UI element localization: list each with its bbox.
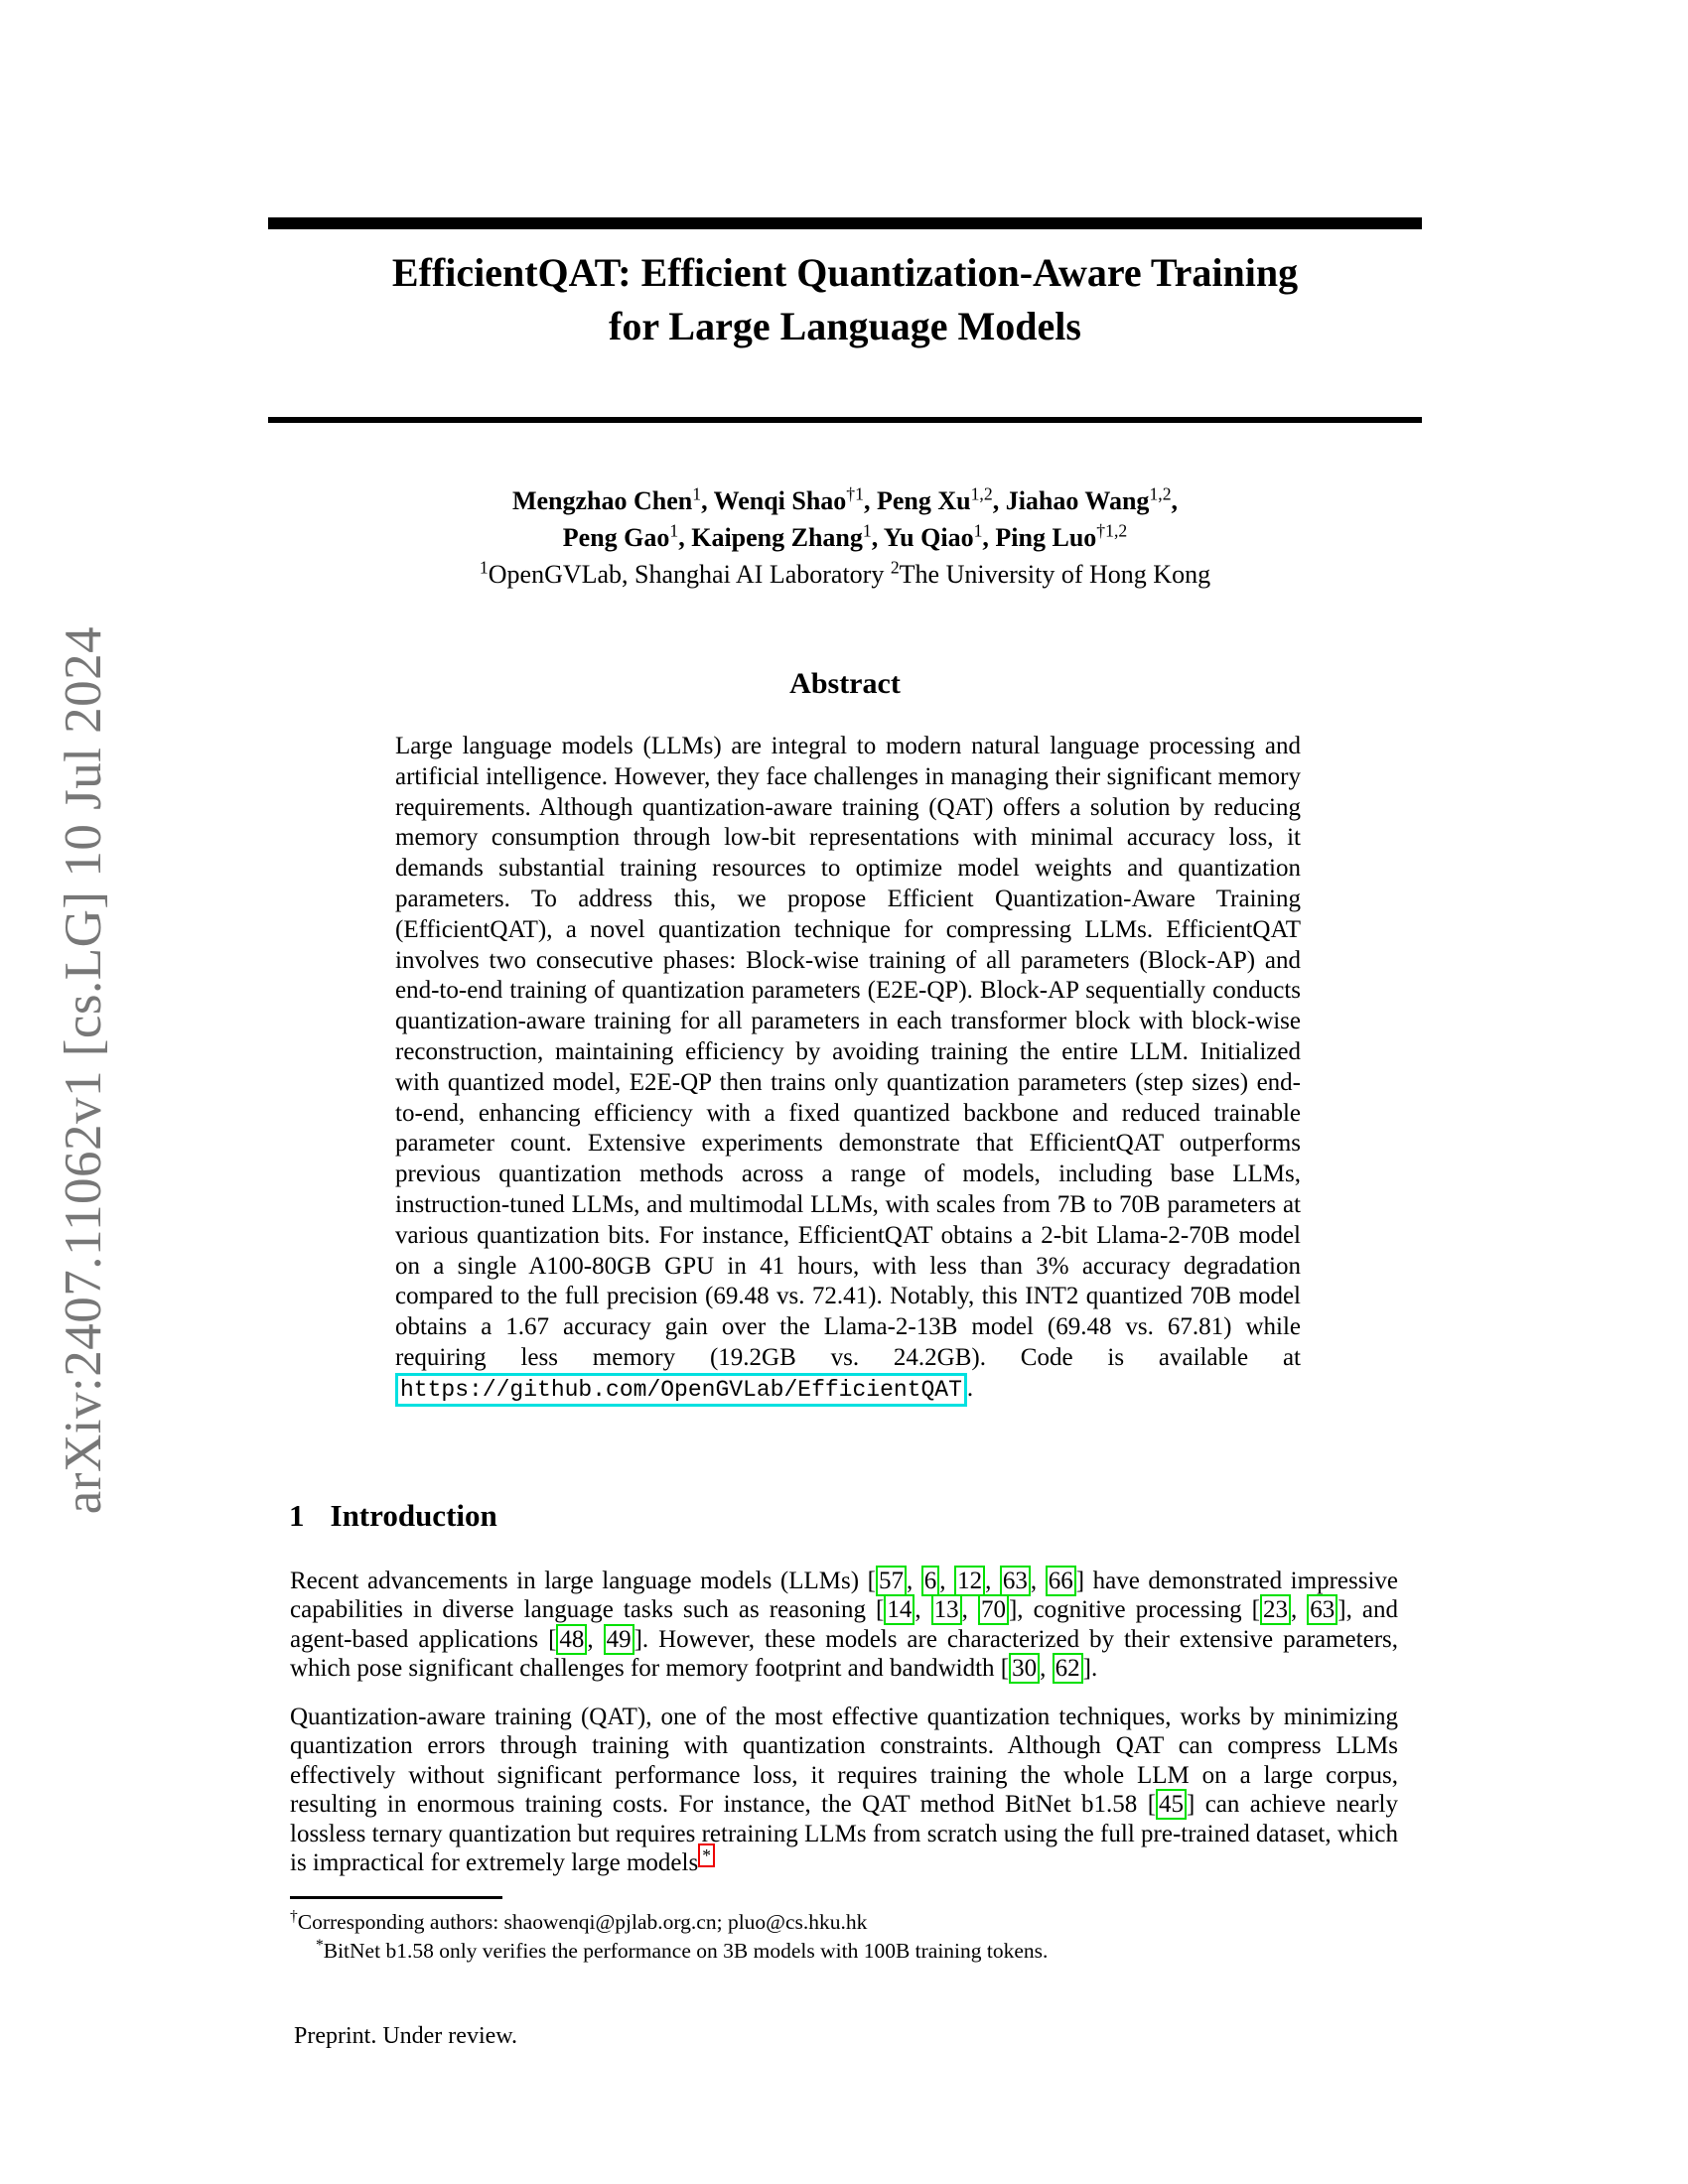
footnotes bbox=[290, 1908, 1398, 1966]
superscript: 1,2 bbox=[1149, 483, 1172, 504]
preprint-notice: Preprint. Under review. bbox=[294, 2023, 518, 2049]
abstract-heading: Abstract bbox=[789, 667, 901, 700]
superscript: 1 bbox=[692, 483, 702, 504]
author-block bbox=[268, 482, 1422, 593]
superscript: †1 bbox=[846, 483, 864, 504]
abstract-text: Large language models (LLMs) are integral to modern natural language processing and artificial intelligence. However, they face challenges in managing their significant memory requirements. Although quantization-aware training (QAT) offers a solution by reducing memory consumption through low-bit representations with minimal accuracy loss, it demands substantial training resources to optimize model weights and quantization parameters. To address this, we propose Efficient Quantization-Aware Training (EfficientQAT), a novel quantization technique for compressing LLMs. EfficientQAT involves two consecutive phases: Block-wise training of all parameters (Block-AP) and end-to-end training of quantization parameters (E2E-QP). Block-AP sequentially conducts quantization-aware training for all parameters in each transformer block with block-wise reconstruction, maintaining efficiency by avoiding training the entire LLM. Initialized with quantized model, E2E-QP then trains only quantization parameters (step sizes) end-to-end, enhancing efficiency with a fixed quantized backbone and reduced trainable parameter count. Extensive experiments demonstrate that EfficientQAT outperforms previous quantization methods across a range of models, including base LLMs, instruction-tuned LLMs, and multimodal LLMs, with scales from 7B to 70B parameters at various quantization bits. For instance, EfficientQAT obtains a 2-bit Llama-2-70B model on a single A100-80GB GPU in 41 hours, with less than 3% accuracy degradation compared to the full precision (69.48 vs. 72.41). Notably, this INT2 quantized 70B model obtains a 1.67 accuracy gain over the Llama-2-13B model (69.48 vs. 67.81) while requiring less memory (19.2GB vs. 24.2GB). Code is available at https://github.com/OpenGVLab/EfficientQAT . bbox=[395, 732, 1301, 1406]
superscript: †1,2 bbox=[1096, 520, 1128, 541]
citation-link[interactable]: 63 bbox=[1307, 1594, 1337, 1625]
superscript: 2 bbox=[890, 557, 900, 578]
intro-paragraph-1: Recent advancements in large language models (LLMs) [ 57 , 6 , 12 , 63 , 66 ] have demonstrated impressive capabilities in diverse language tasks such as reasoning [ 14 , 13 , 70 ], cognitive processing [ 23 , 63 ], and agent-based applications [ 48 , 49 ]. However, these models are characterized by their extensive parameters, which pose significant challenges for memory footprint and bandwidth [ 30 , 62 ]. bbox=[290, 1568, 1399, 1683]
footnote-marker-link[interactable]: * bbox=[698, 1843, 715, 1867]
section-title: Introduction bbox=[330, 1498, 497, 1533]
superscript: 1 bbox=[669, 520, 679, 541]
title-rule-bottom bbox=[268, 417, 1422, 423]
footnote-corresponding-authors: †Corresponding authors: shaowenqi@pjlab.org.cn; pluo@cs.hku.hk bbox=[290, 1907, 868, 1934]
citation-link[interactable]: 45 bbox=[1156, 1789, 1187, 1820]
paper-title-line-1: EfficientQAT: Efficient Quantization-Aware Training bbox=[391, 250, 1299, 295]
paper-title-line-2: for Large Language Models bbox=[609, 304, 1081, 348]
citation-link[interactable]: 70 bbox=[978, 1594, 1009, 1625]
superscript: 1 bbox=[973, 520, 983, 541]
superscript: 1,2 bbox=[970, 483, 993, 504]
citation-link[interactable]: 30 bbox=[1009, 1653, 1040, 1684]
author-line-2: Peng Gao$^1$, Kaipeng Zhang$^1$, Yu Qiao$^1$, Ping Luo$^{\dagger 1,2}$ bbox=[562, 520, 1128, 552]
superscript: 1 bbox=[862, 520, 872, 541]
footnote-bitnet: *BitNet b1.58 only verifies the performance on 3B models with 100B training tokens. bbox=[316, 1936, 1049, 1963]
affiliation-line: $^1$OpenGVLab, Shanghai AI Laboratory $^2$The University of Hong Kong bbox=[479, 557, 1211, 589]
citation-link[interactable]: 66 bbox=[1046, 1566, 1076, 1596]
intro-paragraph-2: Quantization-aware training (QAT), one of the most effective quantization techniques, works by minimizing quantization errors through training with quantization constraints. Although QAT can compress LLMs effectively without significant performance loss, it requires training the whole LLM on a large corpus, resulting in enormous training costs. For instance, the QAT method BitNet b1.58 [ 45 ] can achieve nearly lossless ternary quantization but requires retraining LLMs from scratch using the full pre-trained dataset, which is impractical for extremely large models * bbox=[290, 1704, 1398, 1877]
citation-link[interactable]: 13 bbox=[931, 1594, 962, 1625]
superscript: 1 bbox=[479, 557, 489, 578]
citation-link[interactable]: 12 bbox=[954, 1566, 985, 1596]
citation-link[interactable]: 63 bbox=[1000, 1566, 1031, 1596]
citation-link[interactable]: 49 bbox=[604, 1624, 634, 1655]
citation-link[interactable]: 48 bbox=[556, 1624, 587, 1655]
citation-link[interactable]: 57 bbox=[876, 1566, 907, 1596]
paper-title bbox=[268, 246, 1422, 353]
title-rule-top bbox=[268, 217, 1422, 229]
citation-link[interactable]: 23 bbox=[1260, 1594, 1291, 1625]
footnote-rule bbox=[290, 1896, 502, 1899]
author-line-1: Mengzhao Chen$^1$, Wenqi Shao$^{\dagger 1}$, Peng Xu$^{1,2}$, Jiahao Wang$^{1,2}$, bbox=[511, 483, 1179, 515]
code-url-link[interactable]: https://github.com/OpenGVLab/EfficientQAT bbox=[395, 1373, 967, 1407]
arxiv-watermark: arXiv:2407.11062v1 [cs.LG] 10 Jul 2024 bbox=[55, 625, 112, 1515]
section-heading-introduction bbox=[289, 1499, 497, 1533]
superscript: † bbox=[290, 1907, 298, 1925]
superscript: * bbox=[316, 1936, 324, 1954]
section-number: 1 bbox=[289, 1498, 305, 1533]
citation-link[interactable]: 14 bbox=[884, 1594, 914, 1625]
citation-link[interactable]: 6 bbox=[921, 1566, 940, 1596]
citation-link[interactable]: 62 bbox=[1053, 1653, 1083, 1684]
